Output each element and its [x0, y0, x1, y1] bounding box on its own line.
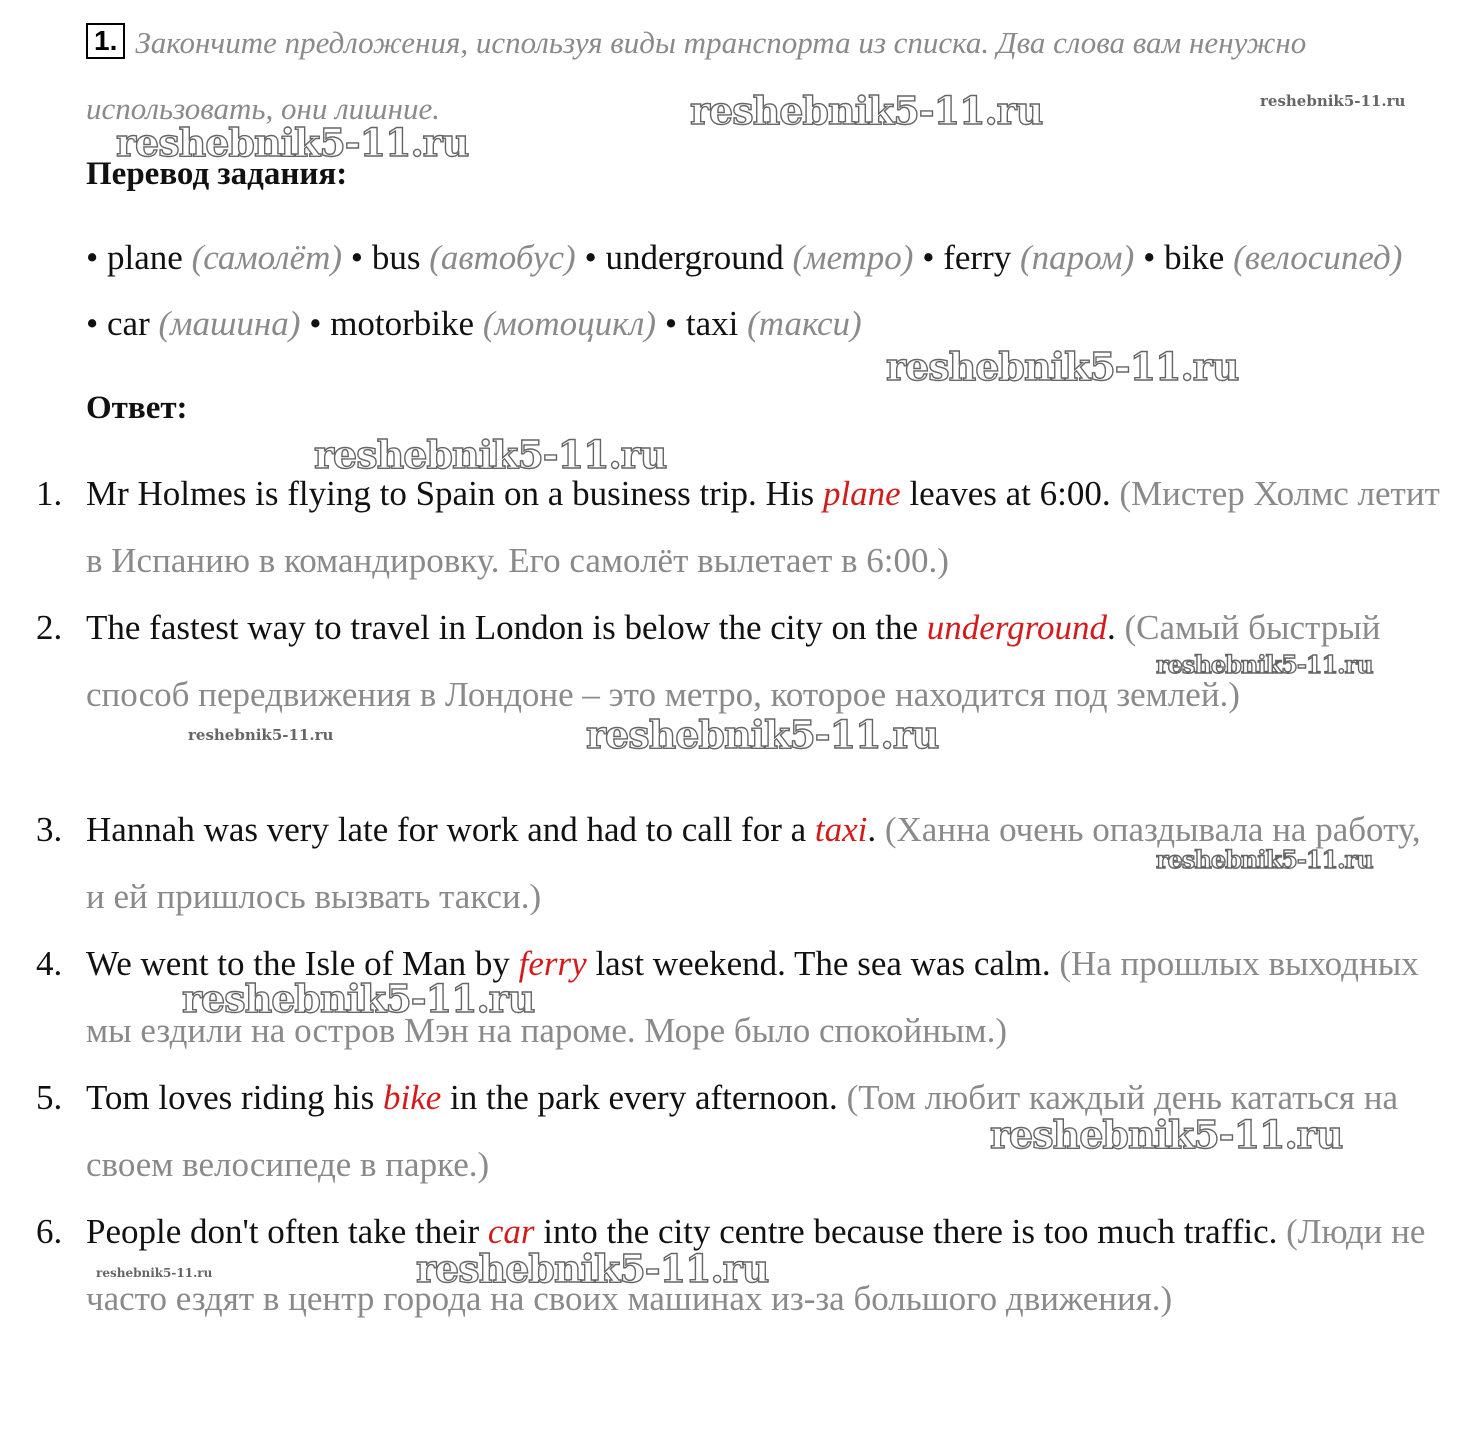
answer-number: 6. — [36, 1212, 63, 1251]
answer-number: 5. — [36, 1078, 63, 1117]
vocab-item: • bus (автобус) — [350, 238, 576, 277]
answer-gap: underground — [926, 608, 1107, 647]
answer-translation: (Том любит каждый день кататься на своем велосипеде в парке.) — [86, 1078, 1399, 1184]
watermark: reshebnik5-11.ru — [586, 712, 939, 757]
answer-number: 2. — [36, 608, 63, 647]
vocab-item: • taxi (такси) — [664, 304, 862, 343]
vocab-item: • plane (самолёт) — [86, 238, 343, 277]
answer-gap: ferry — [518, 944, 587, 983]
answer-gap: bike — [383, 1078, 442, 1117]
task-instruction: Закончите предложения, используя виды транспорта из списка. Два слова вам ненужно использовать, они лишние. — [86, 25, 1307, 126]
answer-item: 4. We went to the Isle of Man by ferry last weekend. The sea was calm. (На прошлых выходных мы ездили на остров Мэн на пароме. Море было спокойным.) — [0, 930, 1440, 1064]
answer-number: 3. — [36, 810, 63, 849]
translation-heading: Перевод задания: — [86, 156, 348, 192]
answer-translation: (На прошлых выходных мы ездили на остров Мэн на пароме. Море было спокойным.) — [86, 944, 1419, 1050]
answer-item: 1. Mr Holmes is flying to Spain on a business trip. His plane leaves at 6:00. (Мистер Холмс летит в Испанию в командировку. Его самолёт вылетает в 6:00.) — [0, 460, 1440, 594]
vocab-item: • bike (велосипед) — [1143, 238, 1403, 277]
answer-gap: plane — [822, 474, 901, 513]
watermark: reshebnik5-11.ru — [314, 432, 667, 477]
watermark: reshebnik5-11.ru — [416, 1246, 769, 1291]
watermark: reshebnik5-11.ru — [116, 120, 469, 165]
answer-item: 6. People don't often take their car into the city centre because there is too much traffic. (Люди не часто ездят в центр города на своих машинах из-за большого движения.) — [0, 1198, 1440, 1332]
answer-number: 1. — [36, 474, 63, 513]
answer-heading: Ответ: — [86, 390, 188, 426]
watermark: reshebnik5-11.ru — [990, 1112, 1343, 1157]
answer-translation: (Люди не часто ездят в центр города на своих машинах из-за большого движения.) — [86, 1212, 1426, 1318]
answer-gap: taxi — [814, 810, 868, 849]
answer-translation: (Самый быстрый способ передвижения в Лондоне – это метро, которое находится под землей.) — [86, 608, 1381, 714]
vocab-item: • ferry (паром) — [922, 238, 1135, 277]
answer-item: 2. The fastest way to travel in London is below the city on the underground. (Самый быстрый способ передвижения в Лондоне – это метро, которое находится под землей.) — [0, 594, 1440, 728]
answer-item: 5. Tom loves riding his bike in the park every afternoon. (Том любит каждый день кататься на своем велосипеде в парке.) — [0, 1064, 1440, 1198]
answer-item: 3. Hannah was very late for work and had to call for a taxi. (Ханна очень опаздывала на работу, и ей пришлось вызвать такси.) — [0, 796, 1440, 930]
task-number: 1. — [86, 23, 125, 59]
watermark: reshebnik5-11.ru — [886, 344, 1239, 389]
answer-number: 4. — [36, 944, 63, 983]
watermark: reshebnik5-11.ru — [1260, 92, 1406, 110]
vocab-item: • underground (метро) — [584, 238, 914, 277]
answer-translation: (Ханна очень опаздывала на работу, и ей пришлось вызвать такси.) — [86, 810, 1421, 916]
watermark: reshebnik5-11.ru — [182, 976, 535, 1021]
watermark: reshebnik5-11.ru — [690, 88, 1043, 133]
vocabulary-list — [86, 225, 1416, 357]
watermark: reshebnik5-11.ru — [188, 726, 334, 744]
watermark: reshebnik5-11.ru — [1156, 845, 1373, 874]
answer-translation: (Мистер Холмс летит в Испанию в командировку. Его самолёт вылетает в 6:00.) — [86, 474, 1440, 580]
vocab-item: • motorbike (мотоцикл) — [309, 304, 657, 343]
vocab-item: • car (машина) — [86, 304, 301, 343]
answer-gap: car — [487, 1212, 535, 1251]
watermark: reshebnik5-11.ru — [1156, 650, 1373, 679]
watermark: reshebnik5-11.ru — [96, 1266, 213, 1280]
